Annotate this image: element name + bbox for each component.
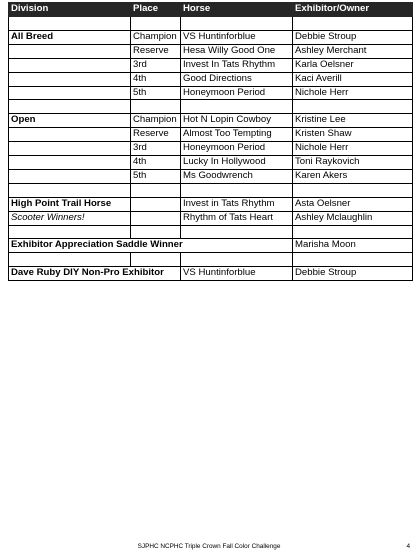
horse-cell: Lucky In Hollywood: [181, 156, 293, 170]
place-cell: 5th: [131, 169, 181, 183]
horse-cell: Invest in Tats Rhythm: [181, 197, 293, 211]
owner-cell: Marisha Moon: [293, 239, 413, 253]
place-cell: 3rd: [131, 58, 181, 72]
header-owner: Exhibitor/Owner: [293, 3, 413, 17]
owner-cell: Nichole Herr: [293, 86, 413, 100]
blank-row: [9, 183, 413, 197]
horse-cell: Hot N Lopin Cowboy: [181, 114, 293, 128]
division-dave-ruby: Dave Ruby DIY Non-Pro Exhibitor: [9, 267, 181, 281]
header-division: Division: [9, 3, 131, 17]
table-row: [9, 239, 413, 253]
division-saddle: Exhibitor Appreciation Saddle Winner: [9, 239, 293, 253]
division-all-breed: All Breed: [9, 30, 131, 44]
owner-cell: Ashley Merchant: [293, 44, 413, 58]
table-row: [9, 58, 413, 72]
owner-cell: Debbie Stroup: [293, 30, 413, 44]
division-scooter: Scooter Winners!: [9, 211, 131, 225]
horse-cell: Rhythm of Tats Heart: [181, 211, 293, 225]
page-footer: SJPHC NCPHC Triple Crown Fall Color Challenge: [137, 543, 281, 550]
owner-cell: Nichole Herr: [293, 142, 413, 156]
owner-cell: Debbie Stroup: [293, 267, 413, 281]
place-cell: 3rd: [131, 142, 181, 156]
place-cell: Champion: [131, 30, 181, 44]
page-number: 4: [406, 543, 410, 550]
horse-cell: Almost Too Tempting: [181, 128, 293, 142]
place-cell: 4th: [131, 156, 181, 170]
horse-cell: Invest In Tats Rhythm: [181, 58, 293, 72]
results-table: [8, 2, 413, 281]
table-row: [9, 72, 413, 86]
owner-cell: Asta Oelsner: [293, 197, 413, 211]
place-cell: 5th: [131, 86, 181, 100]
owner-cell: Toni Raykovich: [293, 156, 413, 170]
owner-cell: Ashley Mclaughlin: [293, 211, 413, 225]
place-cell: Champion: [131, 114, 181, 128]
table-row: [9, 30, 413, 44]
table-row: [9, 156, 413, 170]
horse-cell: Good Directions: [181, 72, 293, 86]
horse-cell: Honeymoon Period: [181, 86, 293, 100]
owner-cell: Kristine Lee: [293, 114, 413, 128]
place-cell: 4th: [131, 72, 181, 86]
horse-cell: Hesa Willy Good One: [181, 44, 293, 58]
owner-cell: Kaci Averill: [293, 72, 413, 86]
table-row: [9, 86, 413, 100]
table-row: [9, 197, 413, 211]
blank-row: [9, 225, 413, 239]
blank-row: [9, 17, 413, 31]
header-row: [9, 3, 413, 17]
header-place: Place: [131, 3, 181, 17]
horse-cell: Honeymoon Period: [181, 142, 293, 156]
table-row: [9, 211, 413, 225]
table-row: [9, 169, 413, 183]
header-horse: Horse: [181, 3, 293, 17]
owner-cell: Karla Oelsner: [293, 58, 413, 72]
table-row: [9, 267, 413, 281]
horse-cell: Ms Goodwrench: [181, 169, 293, 183]
table-row: [9, 128, 413, 142]
table-row: [9, 114, 413, 128]
owner-cell: Kristen Shaw: [293, 128, 413, 142]
blank-row: [9, 253, 413, 267]
division-open: Open: [9, 114, 131, 128]
division-trail: High Point Trail Horse: [9, 197, 131, 211]
horse-cell: VS Huntinforblue: [181, 267, 293, 281]
owner-cell: Karen Akers: [293, 169, 413, 183]
horse-cell: VS Huntinforblue: [181, 30, 293, 44]
blank-row: [9, 100, 413, 114]
place-cell: Reserve: [131, 128, 181, 142]
table-row: [9, 44, 413, 58]
place-cell: Reserve: [131, 44, 181, 58]
table-row: [9, 142, 413, 156]
